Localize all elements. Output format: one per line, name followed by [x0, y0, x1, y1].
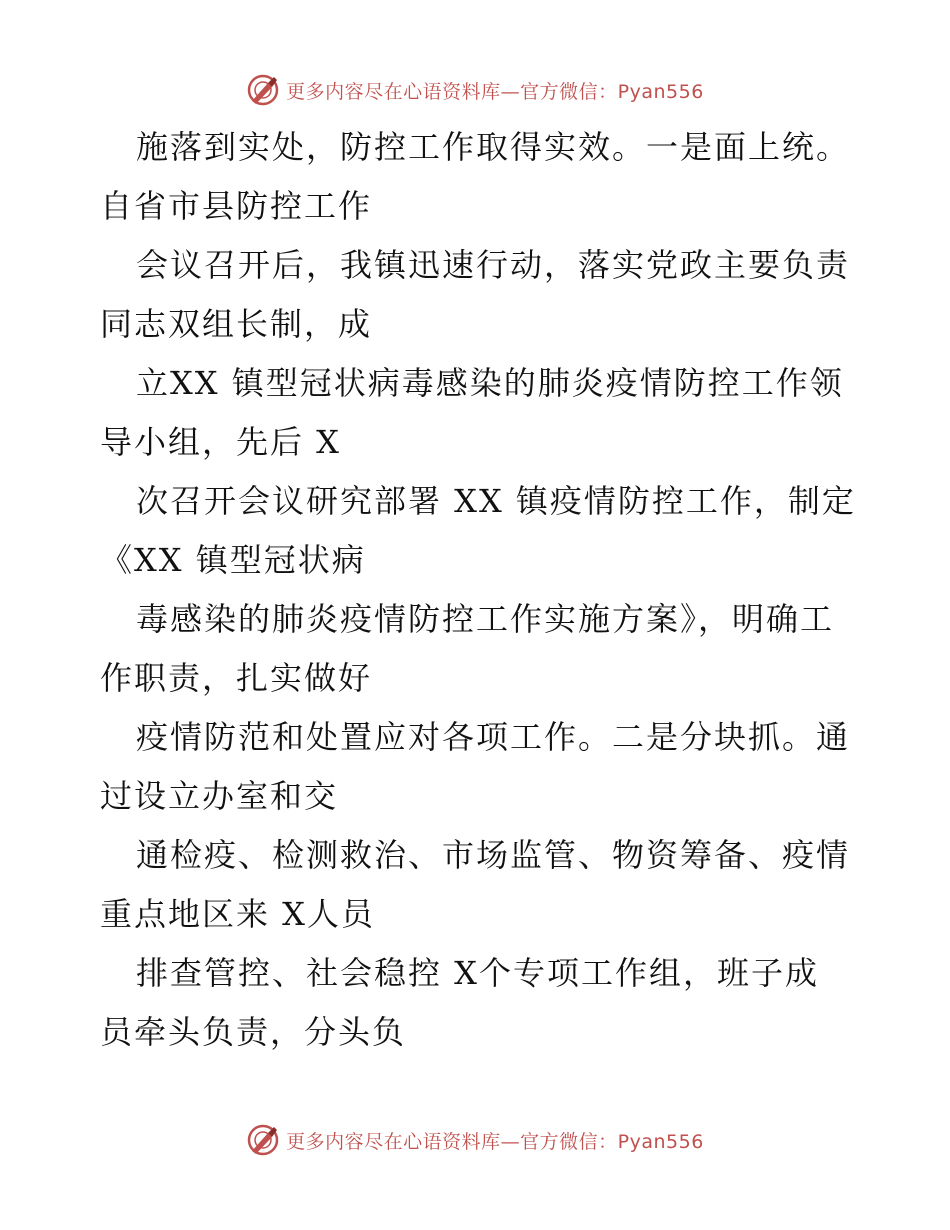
- body-line: 员牵头负责，分头负: [100, 1013, 407, 1051]
- body-line: 导小组，先后 X: [100, 423, 341, 461]
- body-line: 《XX 镇型冠状病: [100, 541, 366, 579]
- body-line: 立XX 镇型冠状病毒感染的肺炎疫情防控工作领: [136, 364, 844, 402]
- body-line: 毒感染的肺炎疫情防控工作实施方案》，明确工: [136, 600, 835, 638]
- body-line: 排查管控、社会稳控 X个专项工作组，班子成: [136, 954, 819, 992]
- watermark-text: [286, 77, 704, 104]
- body-line: 施落到实处，防控工作取得实效。一是面上统。: [136, 128, 851, 166]
- pen-logo-icon: [246, 1123, 280, 1157]
- header-watermark: [0, 70, 950, 110]
- body-line: 次召开会议研究部署 XX 镇疫情防控工作，制定: [136, 482, 856, 520]
- watermark-main-text: 更多内容尽在心语资料库—官方微信：: [286, 1130, 618, 1153]
- body-line: 通检疫、检测救治、市场监管、物资筹备、疫情: [136, 836, 851, 874]
- body-line: 自省市县防控工作: [100, 187, 373, 225]
- watermark-text: [286, 1127, 704, 1154]
- body-line: 疫情防范和处置应对各项工作。二是分块抓。通: [136, 718, 851, 756]
- document-body: [100, 118, 860, 1062]
- body-line: 会议召开后，我镇迅速行动，落实党政主要负责: [136, 246, 851, 284]
- body-line: 过设立办室和交: [100, 777, 339, 815]
- footer-watermark: [0, 1120, 950, 1160]
- watermark-wechat-id: Pyan556: [617, 1130, 704, 1153]
- body-line: 作职责，扎实做好: [100, 659, 373, 697]
- body-line: 同志双组长制，成: [100, 305, 373, 343]
- watermark-wechat-id: Pyan556: [617, 80, 704, 103]
- pen-logo-icon: [246, 73, 280, 107]
- watermark-main-text: 更多内容尽在心语资料库—官方微信：: [286, 80, 618, 103]
- body-line: 重点地区来 X人员: [100, 895, 375, 933]
